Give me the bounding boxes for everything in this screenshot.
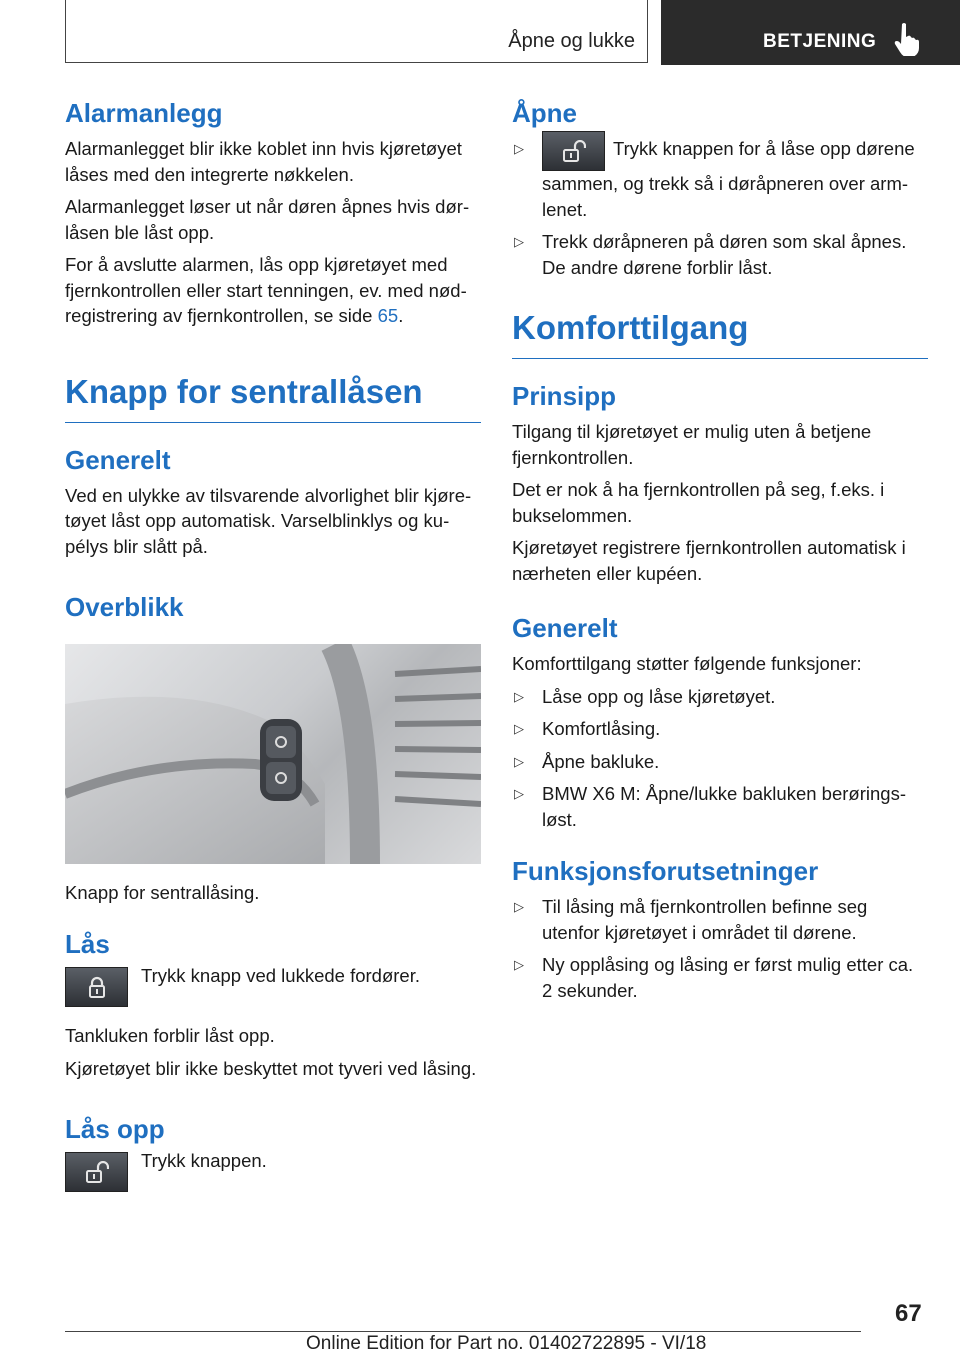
prerequisites-heading: Funksjonsforutsetninger xyxy=(512,856,819,886)
header-section-title: Åpne og lukke xyxy=(508,30,635,52)
list-item xyxy=(512,684,928,710)
header-chapter-label: BETJENING xyxy=(763,31,877,52)
triangle-bullet-icon: ▷ xyxy=(514,753,524,769)
left-column xyxy=(65,96,481,1198)
prerequisites-list xyxy=(512,894,928,1003)
padlock-open-icon xyxy=(85,1161,109,1185)
lock-button-image xyxy=(65,967,128,1007)
list-item-text: Ny opplåsing og låsing er først mulig etter ca. 2 sekunder. xyxy=(542,954,914,1001)
triangle-bullet-icon: ▷ xyxy=(514,234,524,249)
overview-heading: Overblikk xyxy=(65,592,184,622)
open-heading: Åpne xyxy=(512,98,577,128)
principle-paragraph-3: Kjøretøyet registrere fjernkontrollen automatisk i nærheten eller kupéen. xyxy=(512,537,906,584)
triangle-bullet-icon: ▷ xyxy=(514,786,524,801)
list-item xyxy=(512,952,928,1003)
triangle-bullet-icon: ▷ xyxy=(514,957,524,972)
list-item xyxy=(512,781,928,832)
list-item-text: Låse opp og låse kjøretøyet. xyxy=(542,685,776,707)
footer-divider xyxy=(65,1331,861,1332)
alarm-paragraph-3 xyxy=(65,252,481,329)
page-number: 67 xyxy=(895,1300,922,1327)
triangle-bullet-icon: ▷ xyxy=(514,721,524,736)
unlock-instruction-text: Trykk knappen. xyxy=(141,1150,267,1171)
triangle-bullet-icon: ▷ xyxy=(514,141,524,156)
unlock-heading: Lås opp xyxy=(65,1114,165,1144)
header-chapter-tab xyxy=(661,0,960,65)
header-section-box xyxy=(65,0,648,63)
list-item xyxy=(512,894,928,945)
alarm-paragraph-3-end: . xyxy=(398,305,404,326)
open-step-2-text: Trekk døråpneren på døren som skal åpnes. De andre dørene forblir låst. xyxy=(542,231,907,278)
footer-edition: Online Edition for Part no. 01402722895 - VI/18 xyxy=(306,1333,707,1354)
open-step-1-text: Trykk knappen for å låse opp dørene sammen, og trekk så i døråpneren over armlenet. xyxy=(542,138,915,220)
general-heading-right: Generelt xyxy=(512,613,618,643)
principle-paragraph-1: Tilgang til kjøretøyet er mulig uten å betjene fjernkontrollen. xyxy=(512,421,872,468)
alarm-paragraph-3-text: For å avslutte alarmen, lås opp kjøretøyet med fjernkontrollen eller start tenningen, ev. med nødregistrering av fjernkontrollen, se side xyxy=(65,254,467,326)
list-item-text: BMW X6 M: Åpne/lukke bakluken berøringsløst. xyxy=(542,783,906,830)
pointing-hand-icon xyxy=(893,22,923,56)
list-item xyxy=(512,229,928,280)
list-item xyxy=(512,749,928,775)
right-column xyxy=(512,96,928,1011)
door-panel-illustration xyxy=(65,644,481,864)
general-heading-left: Generelt xyxy=(65,444,171,475)
list-item-text: Åpne bakluke. xyxy=(542,750,660,772)
general-paragraph-left: Ved en ulykke av tilsvarende alvorlighet blir kjøretøyet låst opp automatisk. Varselblinklys og kupélys blir slått på. xyxy=(65,484,472,557)
alarm-paragraph-1: Alarmanlegget blir ikke koblet inn hvis kjøretøyet låses med den integrerte nøkkelen. xyxy=(65,138,462,185)
list-item-text: Til låsing må fjernkontrollen befinne seg utenfor kjøretøyet i området til dørene. xyxy=(542,896,868,943)
principle-heading: Prinsipp xyxy=(512,381,617,411)
triangle-bullet-icon: ▷ xyxy=(514,688,524,704)
comfort-functions-list xyxy=(512,684,928,833)
comfort-access-chapter-heading: Komforttilgang xyxy=(512,306,928,359)
page-reference-link[interactable]: 65 xyxy=(377,305,399,326)
open-steps-list xyxy=(512,136,928,280)
list-item xyxy=(512,716,928,742)
general-paragraph-right: Komforttilgang støtter følgende funksjoner: xyxy=(512,653,862,674)
unlock-button-image xyxy=(65,1152,128,1192)
alarm-heading: Alarmanlegg xyxy=(65,98,223,128)
unlock-button-image xyxy=(542,131,605,171)
padlock-closed-icon xyxy=(85,976,109,1000)
lock-instruction-row xyxy=(65,967,481,1007)
lock-paragraph-2: Kjøretøyet blir ikke beskyttet mot tyveri ved låsing. xyxy=(65,1057,477,1079)
central-lock-photo xyxy=(65,644,481,864)
lock-paragraph-1: Tankluken forblir låst opp. xyxy=(65,1025,275,1046)
photo-caption: Knapp for sentrallåsing. xyxy=(65,882,260,903)
central-lock-chapter-heading: Knapp for sentrallåsen xyxy=(65,370,481,423)
unlock-instruction-row xyxy=(65,1152,481,1192)
padlock-open-icon xyxy=(562,140,586,164)
list-item xyxy=(512,136,928,222)
lock-instruction-text: Trykk knapp ved lukkede fordører. xyxy=(141,965,420,986)
triangle-bullet-icon: ▷ xyxy=(514,899,524,914)
principle-paragraph-2: Det er nok å ha fjernkontrollen på seg, f.eks. i bukselommen. xyxy=(512,479,885,526)
alarm-paragraph-2: Alarmanlegget løser ut når døren åpnes hvis dørlåsen ble låst opp. xyxy=(65,196,470,243)
lock-heading: Lås xyxy=(65,929,110,959)
list-item-text: Komfortlåsing. xyxy=(542,718,661,739)
